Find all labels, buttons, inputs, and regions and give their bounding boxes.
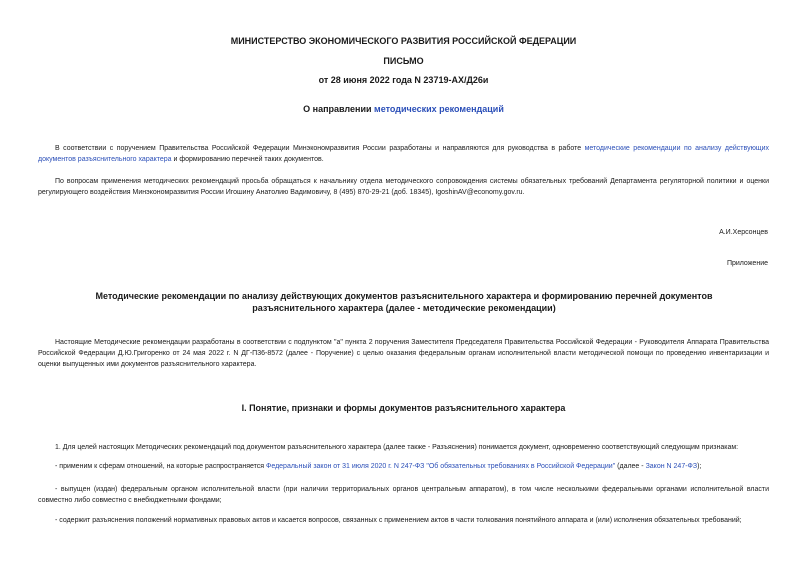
bullet-1 xyxy=(38,461,769,472)
recommendations-link[interactable]: методические рекомендации по анализу действующих документов разъяснительного характера xyxy=(38,145,769,164)
subject-line xyxy=(0,103,807,115)
bullet1-text-a: - применим к сферам отношений, на которые распространяется xyxy=(55,463,267,470)
law-247-link[interactable]: Федеральный закон от 31 июля 2020 г. N 247-ФЗ "Об обязательных требованиях в Российской Федерации" xyxy=(266,463,616,470)
date-number: от 28 июня 2022 года N 23719-АХ/Д26и xyxy=(318,75,489,85)
p1-text-a: В соответствии с поручением Правительства Российской Федерации Минэкономразвития России разработаны и направляются для руководства в работе xyxy=(55,145,585,152)
subject-prefix: О направлении xyxy=(303,104,375,114)
section-title: I. Понятие, признаки и формы документов разъяснительного характера xyxy=(241,403,566,413)
document-type: ПИСЬМО xyxy=(383,56,424,66)
subject-link[interactable]: методических рекомендаций xyxy=(374,104,504,114)
p1-text-b: и формированию перечней таких документов. xyxy=(171,156,324,164)
law-247-short-link[interactable]: Закон N 247-ФЗ xyxy=(645,463,698,470)
item-1: 1. Для целей настоящих Методических рекомендаций под документом разъяснительного характера (далее также - Разъяснения) понимается документ, одновременно соответствующий следующим признакам: xyxy=(55,444,739,451)
letter-paragraph-2: По вопросам применения методических рекомендаций просьба обращаться к начальнику отдела методического сопровождения системы обязательных требований Департамента регуляторной политики и оценки регулирующего воздействия Минэкономразвития России Игошину Анатолию Вадимовичу, 8 (495) 870-29-21 (доб. 18345), IgoshinAV@economy.gov.ru. xyxy=(38,178,769,197)
recommendations-title: Методические рекомендации по анализу действующих документов разъяснительного характера и формированию перечней документов разъяснительного характера (далее - методические рекомендации) xyxy=(95,291,713,313)
bullet1-text-b: (далее - xyxy=(615,463,646,470)
bullet-3: - содержит разъяснения положений нормативных правовых актов и касается вопросов, связанных с применением актов в части толкования понятийного аппарата и (или) исполнения обязательных требований; xyxy=(55,517,742,524)
intro-paragraph: Настоящие Методические рекомендации разработаны в соответствии с подпунктом "а" пункта 2 поручения Заместителя Председателя Правительства Российской Федерации - Руководителя Аппарата Правительства Российской Федерации Д.Ю.Григоренко от 24 мая 2022 г. N ДГ-П36-8572 (далее - Поручение) с целью оказания федеральным органам исполнительной власти методической помощи по проведению инвентаризации и оценки выпущенных ими документов разъяснительного характера. xyxy=(38,339,769,369)
bullet1-text-c: ); xyxy=(697,463,702,470)
letter-paragraph-1 xyxy=(38,143,769,165)
signature: А.И.Херсонцев xyxy=(719,229,768,236)
ministry-header: МИНИСТЕРСТВО ЭКОНОМИЧЕСКОГО РАЗВИТИЯ РОССИЙСКОЙ ФЕДЕРАЦИИ xyxy=(230,36,577,46)
bullet-2: - выпущен (издан) федеральным органом исполнительной власти (при наличии территориальных органов центральным аппаратом), в том числе несколькими федеральными органами исполнительной власти совместно либо совместно с внебюджетными фондами; xyxy=(38,486,769,505)
appendix-label: Приложение xyxy=(726,260,768,267)
